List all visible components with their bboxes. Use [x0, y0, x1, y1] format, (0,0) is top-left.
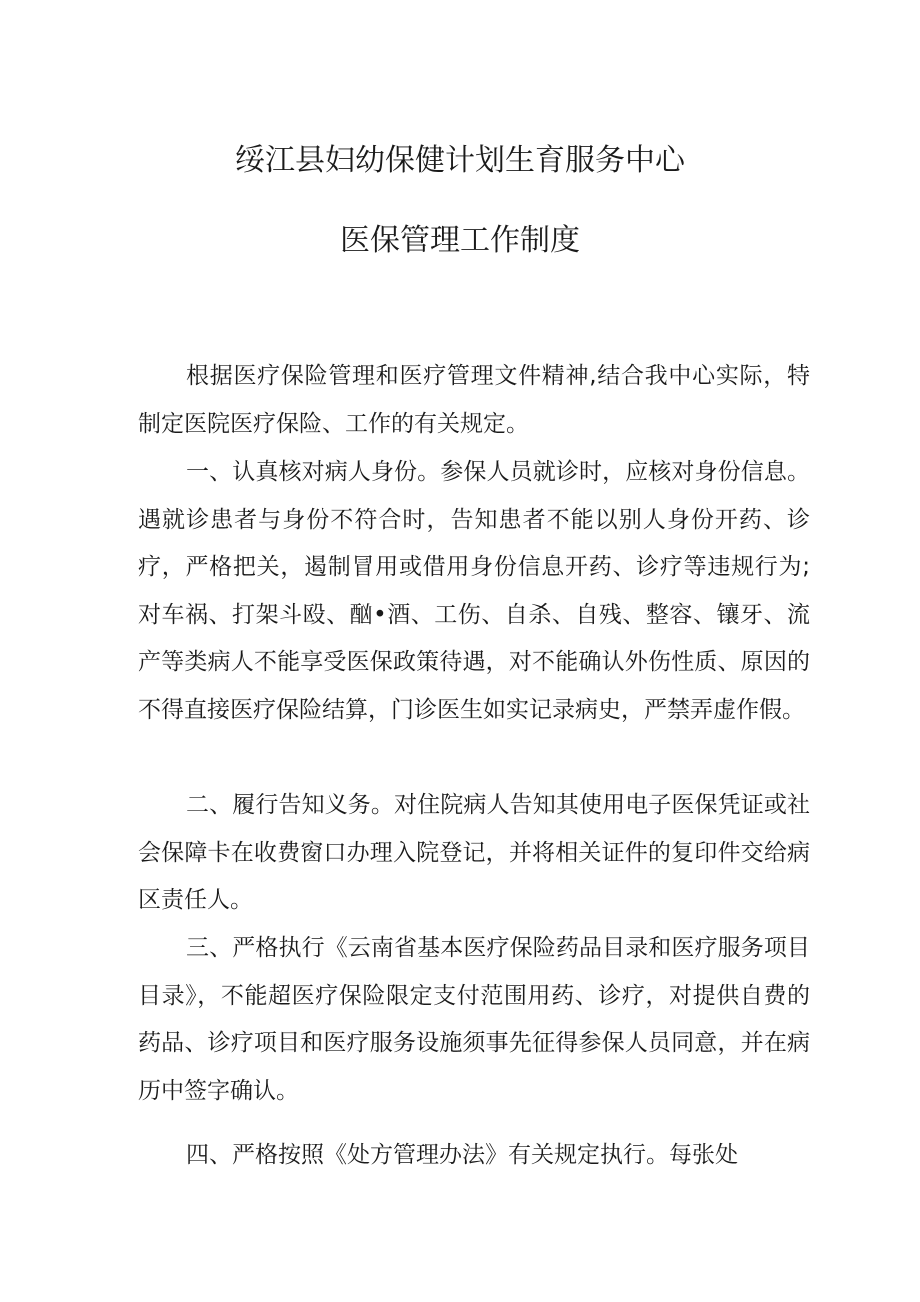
section-one-paragraph: 一、认真核对病人身份。参保人员就诊时，应核对身份信息。遇就诊患者与身份不符合时，告知患者不能以别人身份开药、诊疗，严格把关，遏制冒用或借用身份信息开药、诊疗等违规行为;对车祸、打架斗殴、酗•酒、工伤、自杀、自残、整容、镶牙、流产等类病人不能享受医保政策待遇，对不能确认外伤性质、原因的不得直接医疗保险结算，门诊医生如实记录病史，严禁弄虚作假。: [138, 459, 810, 723]
document-subtitle: 医保管理工作制度: [340, 223, 580, 258]
document-title: 绥江县妇幼保健计划生育服务中心: [235, 143, 685, 178]
section-four-paragraph: 四、严格按照《处方管理办法》有关规定执行。每张处: [186, 1142, 738, 1168]
section-three-paragraph: 三、严格执行《云南省基本医疗保险药品目录和医疗服务项目目录》，不能超医疗保险限定支付范围用药、诊疗，对提供自费的药品、诊疗项目和医疗服务设施须事先征得参保人员同意，并在病历中签字确认。: [138, 935, 810, 1104]
section-two-paragraph: 二、履行告知义务。对住院病人告知其使用电子医保凭证或社会保障卡在收费窗口办理入院登记，并将相关证件的复印件交给病区责任人。: [138, 792, 810, 913]
intro-paragraph: 根据医疗保险管理和医疗管理文件精神,结合我中心实际，特制定医院医疗保险、工作的有关规定。: [138, 363, 810, 437]
